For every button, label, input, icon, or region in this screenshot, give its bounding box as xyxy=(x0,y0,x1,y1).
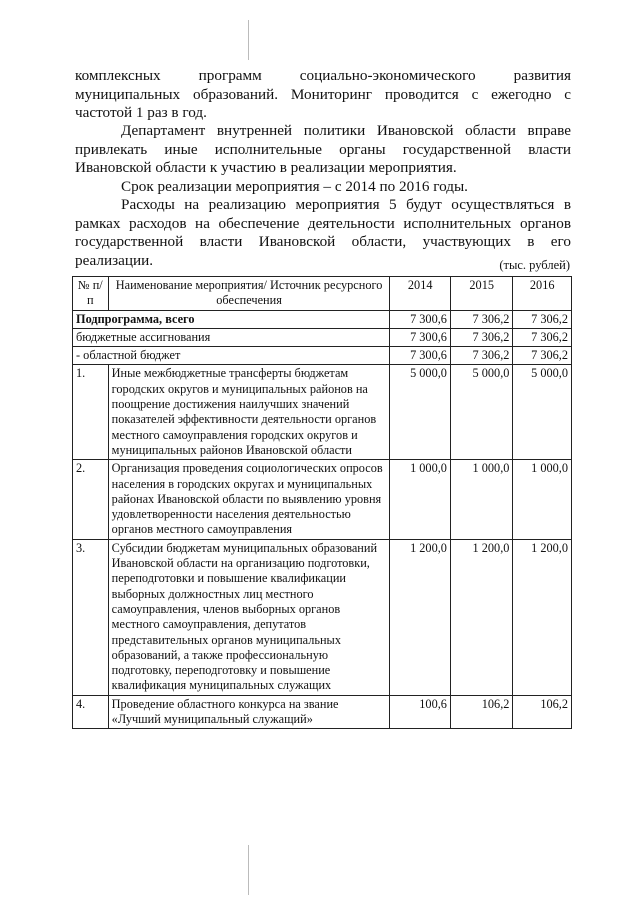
summary-row xyxy=(73,347,572,365)
row-number: 2. xyxy=(73,460,109,539)
value-2014: 1 000,0 xyxy=(390,460,451,539)
value-2014: 7 300,6 xyxy=(390,347,451,365)
value-2014: 5 000,0 xyxy=(390,365,451,460)
paragraph-monitoring: комплексных программ социально-экономического развития муниципальных образований. Мониторинг проводится с ежегодно с частотой 1 раз в год. xyxy=(75,67,571,122)
value-2014: 7 300,6 xyxy=(390,310,451,328)
row-number: 4. xyxy=(73,695,109,729)
table-row xyxy=(73,460,572,539)
value-2016: 106,2 xyxy=(513,695,572,729)
header-2015: 2015 xyxy=(450,277,512,311)
row-label: бюджетные ассигнования xyxy=(73,328,390,346)
value-2015: 106,2 xyxy=(450,695,512,729)
value-2016: 1 000,0 xyxy=(513,460,572,539)
header-number: № п/п xyxy=(73,277,109,311)
value-2015: 5 000,0 xyxy=(450,365,512,460)
row-number: 1. xyxy=(73,365,109,460)
row-name: Иные межбюджетные трансферты бюджетам городских округов и муниципальных районов на поощрение достижения наилучших значений показателей эффективности деятельности органов местного самоуправления городских округов и муниципальных районов Ивановской области xyxy=(108,365,390,460)
row-label: - областной бюджет xyxy=(73,347,390,365)
scan-artifact xyxy=(248,845,249,895)
header-2014: 2014 xyxy=(390,277,451,311)
value-2016: 1 200,0 xyxy=(513,539,572,695)
value-2016: 7 306,2 xyxy=(513,347,572,365)
table-row xyxy=(73,365,572,460)
value-2016: 5 000,0 xyxy=(513,365,572,460)
scan-artifact xyxy=(248,20,249,60)
paragraph-department: Департамент внутренней политики Ивановской области вправе привлекать иные исполнительные органы государственной власти Ивановской области к участию в реализации мероприятия. xyxy=(75,122,571,177)
value-2015: 7 306,2 xyxy=(450,310,512,328)
value-2015: 7 306,2 xyxy=(450,347,512,365)
paragraph-term: Срок реализации мероприятия – с 2014 по 2016 годы. xyxy=(121,178,468,195)
table-row xyxy=(73,695,572,729)
row-name: Субсидии бюджетам муниципальных образований Ивановской области на организацию подготовки, переподготовки и повышение квалификации выборных должностных лиц местного самоуправления, членов выборных органов местного самоуправления, депутатов представительных органов муниципальных образований, а также профессиональную подготовку, переподготовку и повышение квалификация муниципальных служащих xyxy=(108,539,390,695)
summary-row xyxy=(73,310,572,328)
table-row xyxy=(73,539,572,695)
value-2014: 1 200,0 xyxy=(390,539,451,695)
row-number: 3. xyxy=(73,539,109,695)
value-2016: 7 306,2 xyxy=(513,310,572,328)
value-2015: 1 000,0 xyxy=(450,460,512,539)
table-header xyxy=(73,277,572,311)
value-2015: 7 306,2 xyxy=(450,328,512,346)
value-2014: 7 300,6 xyxy=(390,328,451,346)
value-2016: 7 306,2 xyxy=(513,328,572,346)
row-label: Подпрограмма, всего xyxy=(73,310,390,328)
row-name: Проведение областного конкурса на звание «Лучший муниципальный служащий» xyxy=(108,695,390,729)
header-2016: 2016 xyxy=(513,277,572,311)
value-2015: 1 200,0 xyxy=(450,539,512,695)
row-name: Организация проведения социологических опросов населения в городских округах и муниципальных районах Ивановской области по выявлению уровня удовлетворенности населения деятельностью органов местного самоуправления xyxy=(108,460,390,539)
header-name: Наименование мероприятия/ Источник ресурсного обеспечения xyxy=(108,277,390,311)
summary-row xyxy=(73,328,572,346)
units-label: (тыс. рублей) xyxy=(499,258,570,272)
value-2014: 100,6 xyxy=(390,695,451,729)
paragraph-expenses: Расходы на реализацию мероприятия 5 будут осуществляться в рамках расходов на обеспечение деятельности исполнительных органов государственной власти Ивановской области, участвующих в его реализации. xyxy=(75,196,571,269)
budget-table xyxy=(72,276,572,729)
